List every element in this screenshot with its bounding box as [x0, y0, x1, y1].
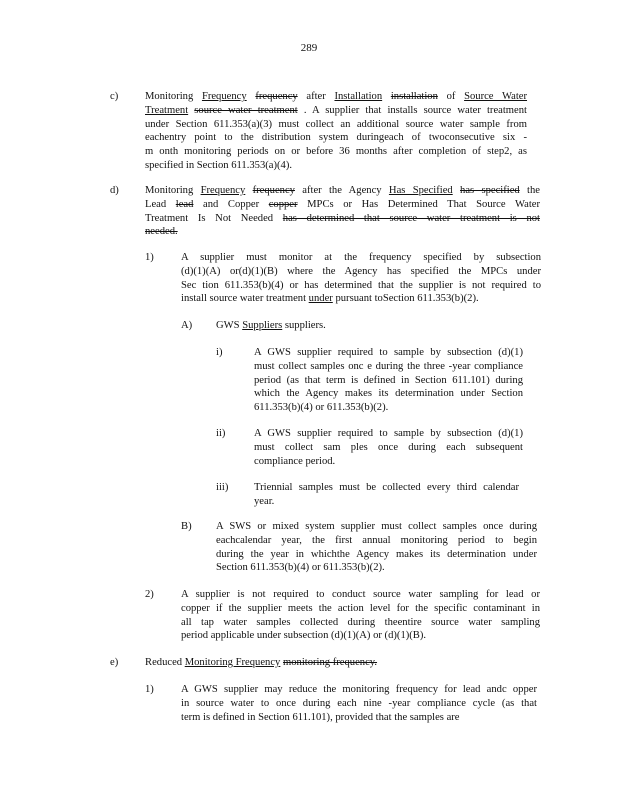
- text-run: must collect sam ples once during each subsequent: [254, 441, 523, 453]
- text-run: A GWS supplier required to sample by subsection (d)(1): [254, 347, 523, 358]
- inserted-text: Installation: [334, 91, 383, 102]
- text-line: [145, 90, 527, 104]
- text-line: [181, 279, 541, 293]
- text-line: [145, 184, 540, 198]
- inserted-text: Suppliers: [242, 320, 283, 331]
- deleted-text: lead: [175, 198, 194, 210]
- item-label: B): [181, 521, 192, 532]
- text-line: [254, 481, 519, 495]
- page-number: 289: [300, 42, 318, 54]
- text-run: Reduced: [145, 657, 185, 668]
- text-run: compliance period.: [254, 455, 336, 467]
- inserted-text: Frequency: [201, 91, 247, 102]
- text-run: [382, 91, 391, 102]
- text-line: [254, 387, 523, 401]
- text-run: Monitoring: [145, 185, 201, 196]
- deleted-text: frequency: [252, 185, 295, 196]
- text-run: Section 611.353(b)(4) or 611.353(b)(2).: [216, 562, 385, 574]
- text-run: m onth monitoring periods on or before 36 months after completion of step2, as: [145, 146, 527, 158]
- text-run: A supplier must monitor at the frequency specified by subsection: [181, 252, 541, 263]
- deleted-text: source water treatment: [194, 104, 298, 116]
- text-run: and Copper: [193, 198, 269, 210]
- text-run: [245, 185, 252, 196]
- text-line: [145, 212, 540, 226]
- text-line: [254, 455, 523, 469]
- text-run: GWS: [216, 320, 243, 331]
- text-run: Monitoring: [145, 91, 202, 102]
- text-line: [181, 711, 537, 725]
- text-run: term is defined in Section 611.101), provided that the samples are: [181, 711, 460, 723]
- deleted-text: has determined that source water treatment is not: [282, 212, 540, 224]
- item-label: 2): [145, 589, 154, 600]
- text-run: eachcalendar year, the first annual monitoring period to begin: [216, 534, 537, 546]
- text-line: [254, 346, 523, 360]
- text-line: [216, 548, 537, 562]
- text-run: period applicable under subsection (d)(1)(A) or (d)(1)(B).: [181, 630, 427, 642]
- text-line: [181, 265, 541, 279]
- text-line: [216, 319, 416, 333]
- text-line: [145, 118, 527, 132]
- text-run: the: [519, 185, 540, 196]
- inserted-text: Frequency: [200, 185, 246, 196]
- item-label: c): [110, 91, 119, 102]
- inserted-text: Treatment: [145, 104, 189, 116]
- text-run: MPCs or Has Determined That Source Water: [297, 198, 540, 210]
- text-run: of: [437, 91, 465, 102]
- text-run: 611.353(b)(4) or 611.353(b)(2).: [254, 402, 389, 414]
- text-run: during the year in whichthe Agency makes its determination under: [216, 548, 537, 560]
- text-run: after: [297, 91, 335, 102]
- text-run: eachentry point to the distribution system duringeach of twoconsecutive six -: [145, 132, 527, 144]
- deleted-text: has specified: [460, 185, 520, 196]
- text-run: Sec tion 611.353(b)(4) or has determined that the supplier is not required to: [181, 279, 541, 291]
- text-run: must collect samples onc e during the three -year compliance: [254, 360, 523, 372]
- text-run: (d)(1)(A) or(d)(1)(B) where the Agency has specified the MPCs under: [181, 265, 541, 277]
- text-run: A supplier is not required to conduct source water sampling for lead or: [181, 589, 540, 600]
- text-line: [181, 588, 540, 602]
- text-run: in source water to once during each nine -year compliance cycle (as that: [181, 697, 537, 709]
- text-run: . A supplier that installs source water treatment: [297, 104, 527, 116]
- item-label: A): [181, 320, 193, 331]
- text-run: pursuant toSection 611.353(b)(2).: [332, 293, 479, 305]
- text-run: all tap water samples collected during theentire source water sampling: [181, 616, 540, 628]
- text-line: [254, 374, 523, 388]
- text-line: [145, 225, 540, 239]
- text-run: under Section 611.353(a)(3) must collect an additional source water sample from: [145, 118, 527, 130]
- text-run: A GWS supplier required to sample by subsection (d)(1): [254, 428, 523, 439]
- text-run: which the Agency makes its determination under Section: [254, 388, 523, 400]
- text-run: Lead: [145, 198, 176, 210]
- inserted-text: under: [308, 293, 333, 305]
- deleted-text: installation: [390, 91, 438, 102]
- text-run: year.: [254, 495, 275, 507]
- deleted-text: needed.: [145, 226, 178, 238]
- text-line: [254, 401, 523, 415]
- text-run: after the Agency: [294, 185, 389, 196]
- text-run: suppliers.: [282, 320, 326, 331]
- text-line: [254, 495, 519, 509]
- text-line: [181, 292, 541, 306]
- text-line: [216, 534, 537, 548]
- inserted-text: Source Water: [464, 91, 528, 102]
- text-line: [254, 360, 523, 374]
- text-line: [181, 602, 540, 616]
- text-line: [145, 104, 527, 118]
- text-run: period (as that term is defined in Section 611.101) during: [254, 374, 523, 386]
- text-line: [181, 629, 540, 643]
- text-run: [453, 185, 460, 196]
- text-run: Triennial samples must be collected every third calendar: [254, 482, 519, 493]
- text-line: [181, 697, 537, 711]
- text-run: install source water treatment: [181, 293, 309, 305]
- text-line: [145, 131, 527, 145]
- text-run: specified in Section 611.353(a)(4).: [145, 160, 292, 171]
- item-label: ii): [216, 428, 226, 439]
- text-run: Treatment Is Not Needed: [145, 212, 283, 224]
- text-line: [181, 616, 540, 630]
- text-line: [181, 251, 541, 265]
- text-line: [216, 561, 537, 575]
- text-run: copper if the supplier meets the action level for the specific contaminant in: [181, 602, 540, 614]
- deleted-text: copper: [268, 198, 298, 210]
- deleted-text: frequency: [255, 91, 298, 102]
- item-label: i): [216, 347, 223, 358]
- text-line: [145, 159, 527, 173]
- item-label: 1): [145, 252, 154, 263]
- inserted-text: Has Specified: [388, 185, 453, 196]
- text-line: [145, 145, 527, 159]
- text-run: A GWS supplier may reduce the monitoring frequency for lead andc opper: [181, 684, 537, 695]
- item-label: e): [110, 657, 119, 668]
- item-label: iii): [216, 482, 229, 493]
- inserted-text: Monitoring Frequency: [184, 657, 281, 668]
- text-line: [216, 520, 537, 534]
- text-line: [145, 656, 445, 670]
- text-line: [145, 198, 540, 212]
- item-label: 1): [145, 684, 154, 695]
- text-line: [254, 427, 523, 441]
- text-line: [181, 683, 537, 697]
- text-run: A SWS or mixed system supplier must collect samples once during: [216, 521, 537, 532]
- item-label: d): [110, 185, 119, 196]
- deleted-text: monitoring frequency.: [283, 657, 378, 668]
- text-line: [254, 441, 523, 455]
